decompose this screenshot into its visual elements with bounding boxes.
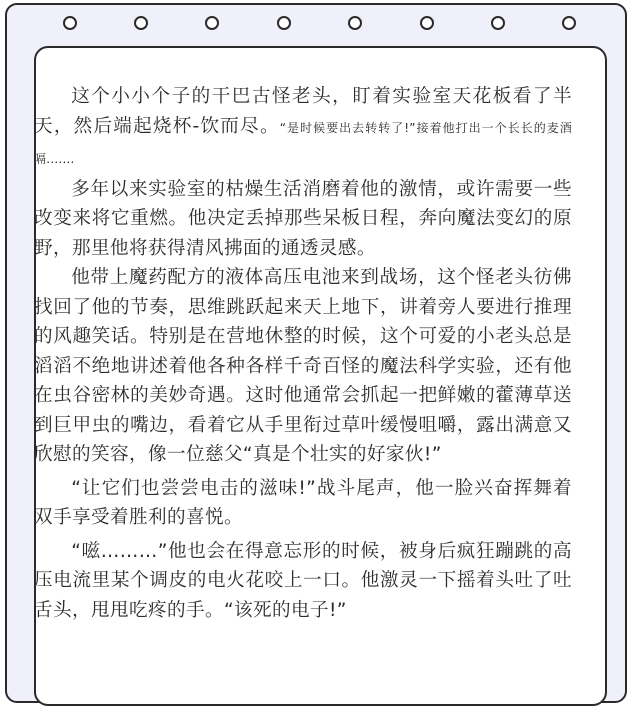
binder-ring-icon (205, 16, 219, 30)
paragraph-5: “嗞………”他也会在得意忘形的时候，被身后疯狂蹦跳的高压电流里某个调皮的电火花咬上一口。他激灵一下摇着头吐了吐舌头，甩甩吃疼的手。“该死的电子!” (34, 540, 572, 621)
binder-rings (7, 16, 625, 34)
paragraph-1-main: 这个小小个子的干巴古怪老头，盯着实验室天花板看了半天，然后端起烧杯-饮而尽。 (34, 86, 572, 137)
binder-ring-icon (562, 16, 576, 30)
binder-ring-icon (63, 16, 77, 30)
paragraph-2: 多年以来实验室的枯燥生活消磨着他的激情，或许需要一些改变来将它重燃。他决定丢掉那些呆板日程，奔向魔法变幻的原野，那里他将获得清风拂面的通透灵感。 (34, 178, 572, 259)
paragraph-1-aside: “是时候要出去转转了!”接着他打出一个长长的麦酒嗝.…… (34, 120, 572, 166)
binder-ring-icon (491, 16, 505, 30)
story-text (34, 82, 572, 625)
binder-ring-icon (134, 16, 148, 30)
paragraph-4: “让它们也尝尝电击的滋味!”战斗尾声，他一脸兴奋挥舞着双手享受着胜利的喜悦。 (34, 477, 572, 528)
paragraph-3: 他带上魔药配方的液体高压电池来到战场，这个怪老头彷佛找回了他的节奏，思维跳跃起来天上地下，讲着旁人要进行推理的风趣笑话。特别是在营地休整的时候，这个可爱的小老头总是滔滔不绝地讲述着他各种各样千奇百怪的魔法科学实验，还有他在虫谷密林的美妙奇遇。这时他通常会抓起一把鲜嫩的藿薄草送到巨甲虫的嘴边，看着它从手里衔过草叶缓慢咀嚼，露出满意又欣慰的笑容，像一位慈父“真是个壮实的好家伙!” (34, 267, 572, 465)
paragraph-1 (34, 82, 572, 175)
binder-ring-icon (420, 16, 434, 30)
binder-ring-icon (348, 16, 362, 30)
binder-ring-icon (277, 16, 291, 30)
